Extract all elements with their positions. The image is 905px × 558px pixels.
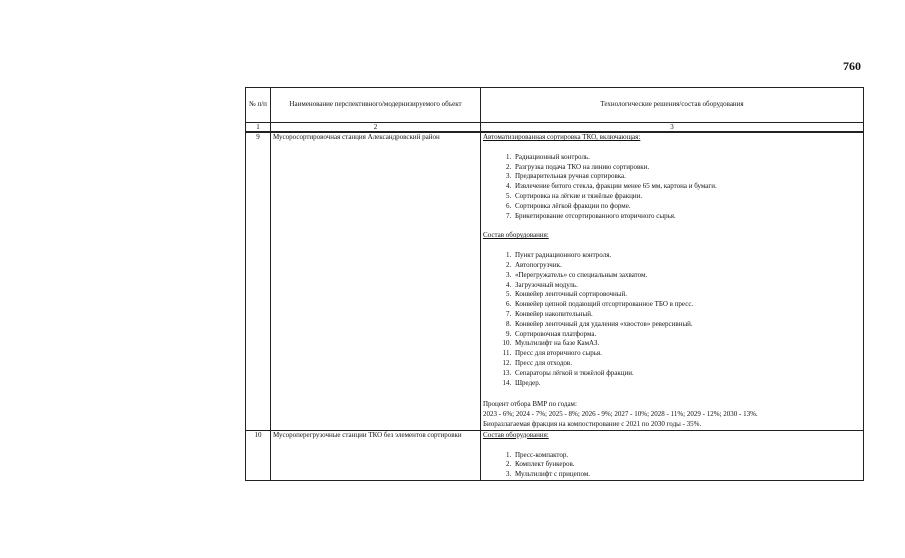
tech-cell [481,132,864,430]
page-number: 760 [843,59,861,73]
list-item: 1. Радиационный контроль. [513,153,861,163]
bio-fraction: Биоразлагаемая фракция на компостирование с 2021 по 2030 годы - 35%. [483,419,702,428]
list-item: 12. Пресс для отходов. [513,359,861,369]
percent-title: Процент отбора ВМР по годам: [483,400,577,409]
list-item: 2. Автопогрузчик. [513,261,861,271]
list-item: 13. Сепараторы лёгкой и тяжёлой фракции. [513,369,861,379]
table-row [246,132,864,430]
list-item: 1. Пресс-компактор. [513,451,861,461]
list-item: 11. Пресс для вторичного сырья. [513,349,861,359]
percent-values: 2023 - 6%; 2024 - 7%; 2025 - 8%; 2026 - 9%; 2027 - 10%; 2028 - 11%; 2029 - 12%; 2030 - 13%. [483,410,758,419]
list-item: 7. Конвейер накопительный. [513,310,861,320]
col-number: 1 [246,123,271,133]
auto-sort-title: Автоматизированная сортировка ТКО, включающая: [483,133,641,141]
list-item: 9. Сортировочная платформа. [513,330,861,340]
list-item: 2. Комплект бункеров. [513,460,861,470]
list-item: 6. Конвейер цепной подающий отсортированное ТБО в пресс. [513,300,861,310]
equipment-list [483,451,861,480]
table-header-row [246,88,864,123]
object-name: Мусоросортировочная станция Александровский район [271,132,481,430]
list-item: 3. «Перегружатель» со специальным захватом. [513,271,861,281]
header-name: Наименование перспективного/модернизируемого объект [271,88,481,123]
auto-sort-list [483,153,861,222]
row-number: 10 [246,430,271,480]
list-item: 6. Сортировка лёгкой фракции по форме. [513,202,861,212]
tech-cell [481,430,864,480]
list-item: 7. Брикетирование отсортированного вторичного сырья. [513,212,861,222]
list-item: 5. Сортировка на лёгкие и тяжёлые фракции. [513,192,861,202]
col-number: 3 [481,123,864,133]
row-number: 9 [246,132,271,430]
list-item: 5. Конвейер ленточный сортировочный. [513,290,861,300]
table-row [246,430,864,480]
header-num: № п/п [246,88,271,123]
equipment-title: Состав оборудования: [483,231,549,240]
list-item: 4. Извлечение битого стекла, фракции менее 65 мм, картона и бумаги. [513,182,861,192]
equipment-list [483,251,861,388]
list-item: 3. Мультилифт с прицепом. [513,470,861,480]
object-name: Мусороперегрузочные станции ТКО без элементов сортировки [271,430,481,480]
list-item: 2. Разгрузка подача ТКО на линию сортировки. [513,163,861,173]
equipment-title: Состав оборудования: [483,430,549,439]
header-tech: Технологические решения/состав оборудования [481,88,864,123]
list-item: 14. Шредер. [513,379,861,389]
col-number: 2 [271,123,481,133]
column-numbers-row [246,123,864,133]
equipment-table [245,87,864,481]
list-item: 4. Загрузочный модуль. [513,281,861,291]
list-item: 1. Пункт радиационного контроля. [513,251,861,261]
list-item: 10. Мультилифт на базе КамАЗ. [513,339,861,349]
list-item: 3. Предварительная ручная сортировка. [513,172,861,182]
list-item: 8. Конвейер ленточный для удаления «хвостов» реверсивный. [513,320,861,330]
